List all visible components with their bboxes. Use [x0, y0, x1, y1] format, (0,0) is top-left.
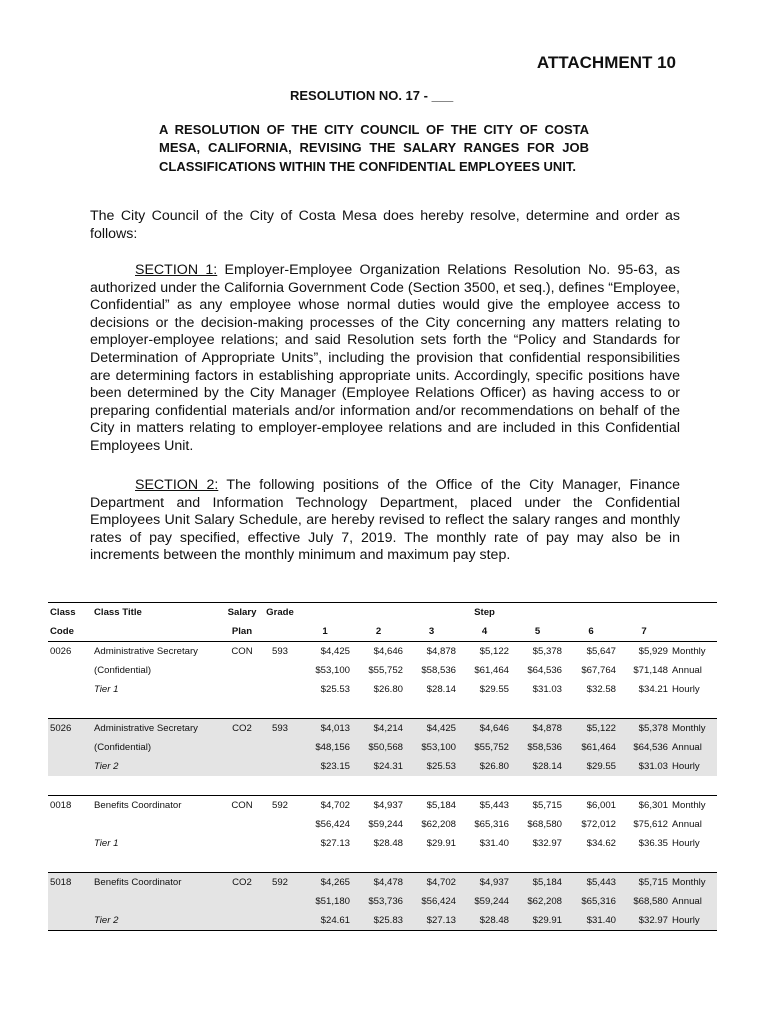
annual-rate: $64,536 — [527, 665, 562, 676]
table-row — [48, 796, 717, 816]
monthly-rate: $5,443 — [458, 796, 511, 816]
hourly-rate: $32.58 — [586, 684, 616, 695]
monthly-label: Monthly — [670, 873, 717, 893]
hourly-rate: $28.14 — [511, 757, 564, 776]
annual-rate: $53,100 — [405, 738, 458, 757]
hourly-rate: $31.40 — [479, 838, 509, 849]
annual-rate: $67,764 — [581, 665, 616, 676]
annual-rate: $71,148 — [633, 665, 668, 676]
hourly-rate: $26.80 — [458, 757, 511, 776]
monthly-rate: $4,937 — [352, 796, 405, 816]
monthly-label: Monthly — [670, 796, 717, 816]
hourly-label: Hourly — [670, 911, 717, 931]
section-2-label: SECTION 2: — [135, 477, 219, 493]
annual-rate: $68,580 — [618, 892, 670, 911]
monthly-rate: $4,013 — [298, 719, 352, 739]
step-header: 5 — [534, 626, 541, 637]
monthly-rate: $4,937 — [458, 873, 511, 893]
class-code: 5026 — [48, 719, 92, 739]
col-header-code: Code — [50, 626, 74, 637]
grade: 593 — [262, 719, 298, 739]
step-header: 1 — [322, 626, 328, 637]
hourly-rate: $27.13 — [320, 838, 350, 849]
monthly-rate: $5,715 — [511, 796, 564, 816]
step-header: 4 — [481, 626, 488, 637]
hourly-rate: $36.35 — [638, 838, 668, 849]
hourly-rate: $23.15 — [298, 757, 352, 776]
class-code: 0026 — [48, 642, 92, 662]
hourly-rate: $34.21 — [638, 684, 668, 695]
salary-plan: CO2 — [222, 873, 262, 893]
table-row — [48, 661, 717, 680]
section-1-paragraph — [90, 262, 680, 456]
monthly-rate: $4,646 — [458, 719, 511, 739]
salary-plan: CO2 — [222, 719, 262, 739]
class-tier: Tier 2 — [92, 757, 222, 776]
hourly-rate: $25.83 — [352, 911, 405, 931]
monthly-rate: $5,715 — [618, 873, 670, 893]
grade: 593 — [262, 642, 298, 662]
hourly-rate: $29.91 — [511, 911, 564, 931]
annual-label: Annual — [672, 819, 702, 830]
table-header-row-2 — [48, 622, 717, 642]
monthly-rate: $4,214 — [352, 719, 405, 739]
monthly-rate: $5,443 — [564, 873, 618, 893]
monthly-rate: $5,929 — [618, 642, 670, 662]
hourly-rate: $34.62 — [586, 838, 616, 849]
monthly-rate: $5,378 — [618, 719, 670, 739]
table-row — [48, 738, 717, 757]
annual-rate: $51,180 — [298, 892, 352, 911]
grade: 592 — [262, 796, 298, 816]
grade: 592 — [262, 873, 298, 893]
annual-rate: $55,752 — [458, 738, 511, 757]
monthly-rate: $4,702 — [298, 796, 352, 816]
table-row — [48, 834, 717, 853]
step-header: 7 — [641, 626, 647, 637]
annual-label: Annual — [672, 665, 702, 676]
section-2-paragraph — [90, 477, 680, 565]
hourly-rate: $29.55 — [564, 757, 618, 776]
monthly-rate: $5,647 — [564, 642, 618, 662]
intro-paragraph: The City Council of the City of Costa Mesa does hereby resolve, determine and order as follows: — [90, 208, 680, 242]
class-title: Benefits Coordinator — [92, 796, 222, 816]
col-header-class: Class — [48, 603, 92, 623]
annual-rate: $68,580 — [527, 819, 562, 830]
annual-rate: $56,424 — [405, 892, 458, 911]
hourly-rate: $32.97 — [532, 838, 562, 849]
table-header-row-1 — [48, 603, 717, 623]
annual-rate: $65,316 — [474, 819, 509, 830]
table-row — [48, 757, 717, 776]
monthly-rate: $5,378 — [511, 642, 564, 662]
class-subtitle: (Confidential) — [94, 665, 152, 676]
monthly-rate: $4,425 — [405, 719, 458, 739]
resolution-title: A RESOLUTION OF THE CITY COUNCIL OF THE CITY OF COSTA MESA, CALIFORNIA, REVISING THE SALARY RANGES FOR JOB CLASSIFICATIONS WITHIN THE CONFIDENTIAL EMPLOYEES UNIT. — [159, 122, 589, 174]
hourly-rate: $29.55 — [479, 684, 509, 695]
monthly-label: Monthly — [670, 719, 717, 739]
salary-plan: CON — [222, 642, 262, 662]
hourly-rate: $27.13 — [405, 911, 458, 931]
annual-rate: $58,536 — [511, 738, 564, 757]
hourly-rate: $28.48 — [373, 838, 403, 849]
annual-rate: $53,100 — [315, 665, 350, 676]
hourly-rate: $29.91 — [426, 838, 456, 849]
col-header-salary: Salary — [222, 603, 262, 623]
attachment-label: ATTACHMENT 10 — [536, 53, 676, 72]
monthly-rate: $6,301 — [618, 796, 670, 816]
monthly-rate: $4,478 — [352, 873, 405, 893]
annual-rate: $59,244 — [458, 892, 511, 911]
hourly-rate: $26.80 — [373, 684, 403, 695]
hourly-label: Hourly — [672, 838, 700, 849]
hourly-rate: $24.31 — [352, 757, 405, 776]
annual-rate: $59,244 — [368, 819, 403, 830]
hourly-label: Hourly — [670, 757, 717, 776]
monthly-rate: $4,702 — [405, 873, 458, 893]
monthly-rate: $4,878 — [511, 719, 564, 739]
annual-rate: $61,464 — [474, 665, 509, 676]
class-tier: Tier 2 — [92, 911, 222, 931]
monthly-rate: $5,122 — [564, 719, 618, 739]
table-row — [48, 911, 717, 931]
resolution-number: RESOLUTION NO. 17 - ___ — [290, 88, 454, 103]
monthly-rate: $4,646 — [352, 642, 405, 662]
table-row — [48, 815, 717, 834]
class-title: Administrative Secretary — [92, 642, 222, 662]
class-title: Benefits Coordinator — [92, 873, 222, 893]
hourly-rate: $24.61 — [298, 911, 352, 931]
class-tier: Tier 1 — [94, 684, 119, 695]
hourly-rate: $32.97 — [618, 911, 670, 931]
annual-rate: $61,464 — [564, 738, 618, 757]
section-1-label: SECTION 1: — [135, 262, 218, 278]
hourly-rate: $31.03 — [618, 757, 670, 776]
monthly-rate: $4,425 — [298, 642, 352, 662]
class-subtitle — [92, 815, 222, 834]
col-header-plan: Plan — [231, 626, 253, 637]
annual-rate: $56,424 — [315, 819, 350, 830]
annual-rate: $58,536 — [421, 665, 456, 676]
table-row — [48, 892, 717, 911]
annual-rate: $48,156 — [298, 738, 352, 757]
monthly-rate: $4,265 — [298, 873, 352, 893]
class-code: 5018 — [48, 873, 92, 893]
annual-rate: $65,316 — [564, 892, 618, 911]
class-subtitle: (Confidential) — [92, 738, 222, 757]
table-row — [48, 642, 717, 662]
salary-plan: CON — [222, 796, 262, 816]
annual-rate: $72,012 — [581, 819, 616, 830]
section-2-text: The following positions of the Office of the City Manager, Finance Department and Information Technology Department, placed under the Confidential Employees Unit Salary Schedule, are hereby revised to reflect the salary ranges and monthly rates of pay specified, effective July 7, 2019. The monthly rate of pay may also be in increments between the monthly minimum and maximum pay step. — [90, 477, 680, 564]
step-header: 3 — [428, 626, 435, 637]
class-subtitle — [92, 892, 222, 911]
monthly-label: Monthly — [670, 642, 717, 662]
hourly-rate: $25.53 — [320, 684, 350, 695]
hourly-rate: $28.48 — [458, 911, 511, 931]
section-1-text: Employer-Employee Organization Relations Resolution No. 95-63, as authorized under the California Government Code (Section 3500, et seq.), defines “Employee, Confidential” as any employee whose normal duties would give the employee access to decisions or the decision-making processes of the City concerning any matters relating to employer-employee relations; and said Resolution sets forth the “Policy and Standards for Determination of Appropriate Units”, including the provision that confidential responsibilities are determining factors in establishing appropriate units. Accordingly, specific positions have been determined by the City Manager (Employee Relations Officer) as having access to or preparing confidential materials and/or information and/or recommendations on behalf of the City in matters relating to employer-employee relations and are included in this Confidential Employees Unit. — [90, 262, 680, 454]
hourly-rate: $31.40 — [564, 911, 618, 931]
col-header-step: Step — [458, 603, 511, 623]
annual-rate: $75,612 — [633, 819, 668, 830]
annual-rate: $55,752 — [368, 665, 403, 676]
monthly-rate: $4,878 — [405, 642, 458, 662]
hourly-rate: $25.53 — [405, 757, 458, 776]
step-header: 6 — [588, 626, 594, 637]
annual-rate: $50,568 — [352, 738, 405, 757]
hourly-rate: $28.14 — [426, 684, 456, 695]
monthly-rate: $5,184 — [511, 873, 564, 893]
annual-rate: $62,208 — [511, 892, 564, 911]
monthly-rate: $5,122 — [458, 642, 511, 662]
class-code: 0018 — [48, 796, 92, 816]
step-header: 2 — [375, 626, 382, 637]
annual-rate: $53,736 — [352, 892, 405, 911]
col-header-grade: Grade — [262, 603, 298, 623]
hourly-rate: $31.03 — [532, 684, 562, 695]
class-tier: Tier 1 — [94, 838, 119, 849]
monthly-rate: $5,184 — [405, 796, 458, 816]
annual-rate: $62,208 — [421, 819, 456, 830]
annual-label: Annual — [670, 738, 717, 757]
monthly-rate: $6,001 — [564, 796, 618, 816]
class-title: Administrative Secretary — [92, 719, 222, 739]
table-row — [48, 719, 717, 739]
table-row — [48, 680, 717, 699]
table-row — [48, 873, 717, 893]
hourly-label: Hourly — [672, 684, 700, 695]
annual-rate: $64,536 — [618, 738, 670, 757]
salary-table — [48, 602, 717, 931]
annual-label: Annual — [670, 892, 717, 911]
col-header-title: Class Title — [92, 603, 222, 623]
